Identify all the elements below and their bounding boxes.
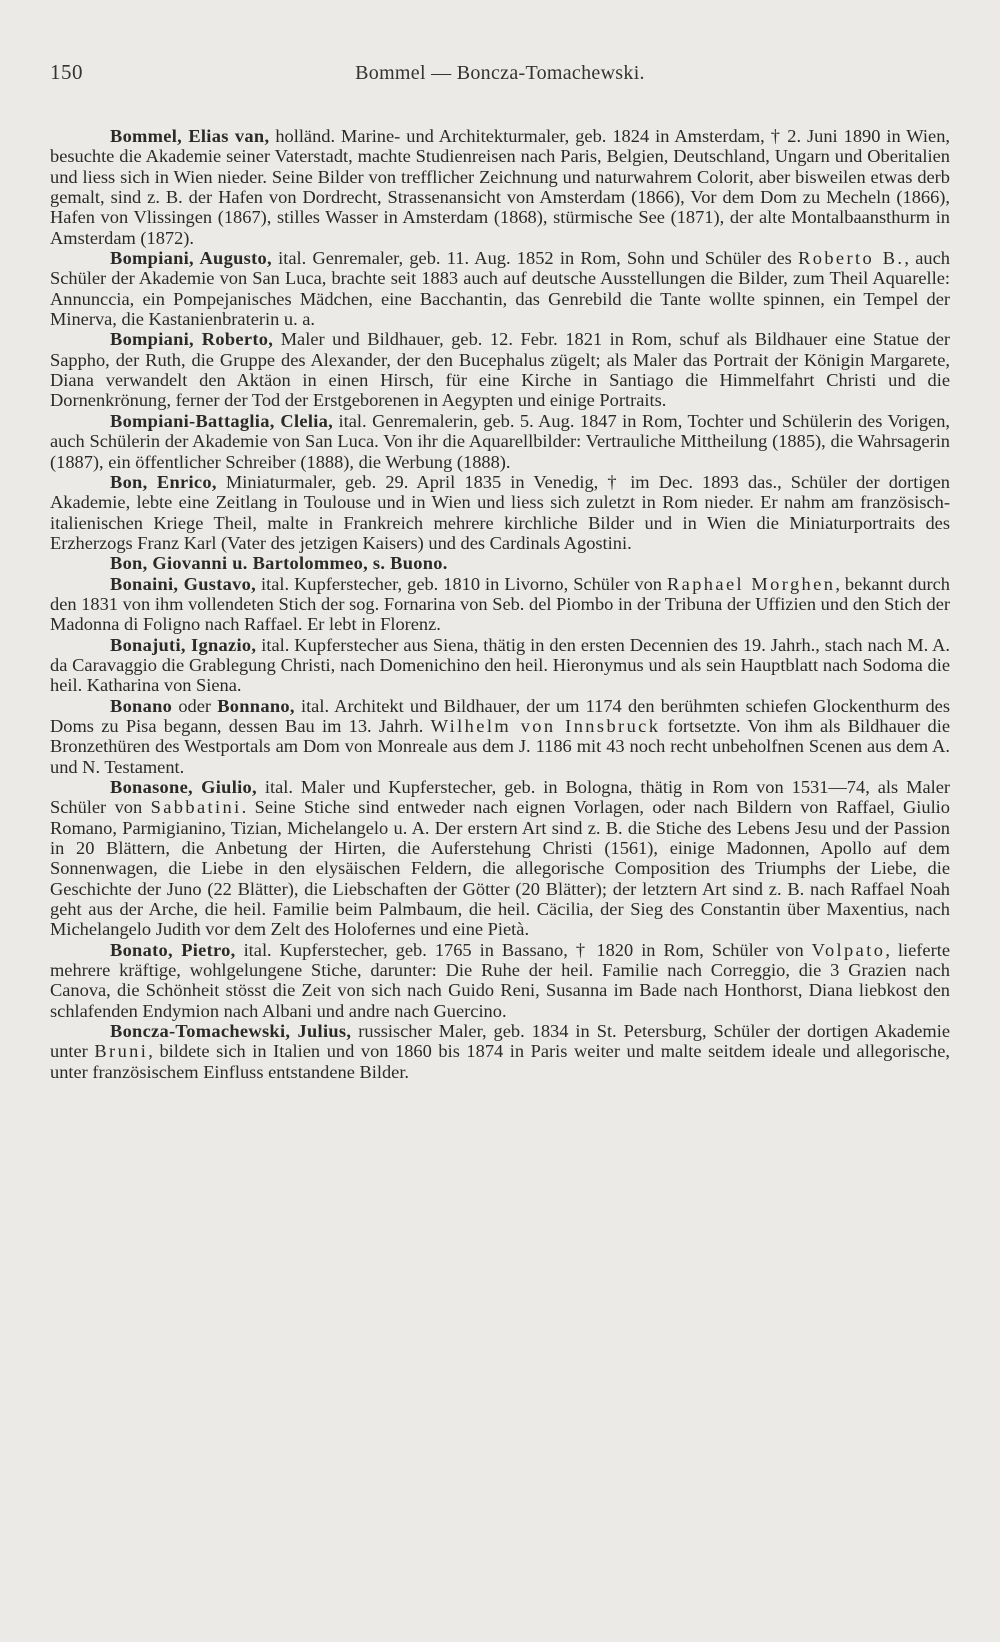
entry-text: ital. Genremalerin, geb. 5. Aug. 1847 in Rom, Tochter und Schülerin des Vorigen, auch Schülerin der Akademie von San Luca. Von ihr die Aquarellbilder: Vertrauliche Mittheilung (1885), die Wahrsagerin (1887), ein öffentlicher Schreiber (1888), die Werbung (1888).	[50, 410, 950, 472]
entry-spaced-name: Raphael Morghen	[666, 573, 836, 594]
entry-boncza-tomachewski	[50, 1021, 950, 1082]
entry-headword: Bompiani-Battaglia, Clelia,	[110, 410, 334, 431]
entry-spaced-name: Roberto B.	[798, 248, 905, 269]
entry-bonaini	[50, 574, 950, 635]
entry-spaced-name: Bruni	[94, 1041, 149, 1062]
entry-headword: Bommel, Elias van,	[110, 126, 270, 146]
entry-bon-enrico	[50, 472, 950, 553]
entry-text: ital. Kupferstecher, geb. 1810 in Livorno, Schüler von	[256, 573, 667, 594]
entry-text: ital. Genremaler, geb. 11. Aug. 1852 in Rom, Sohn und Schüler des	[271, 248, 799, 269]
entry-text: Miniaturmaler, geb. 29. April 1835 in Venedig, † im Dec. 1893 das., Schüler der dortigen Akademie, lebte eine Zeitlang in Toulouse und in Wien und liess sich zuletzt in Rom nieder. Er nahm am französisch-italienischen Kriege Theil, malte in Frankreich mehrere kirchliche Bilder und in Wien die Miniaturportraits des Erzherzogs Franz Karl (Vater des jetzigen Kaisers) und des Cardinals Agostini.	[50, 471, 950, 553]
entry-bon-giovanni	[50, 553, 950, 573]
entry-text: holländ. Marine- und Architekturmaler, geb. 1824 in Amsterdam, † 2. Juni 1890 in Wien, besuchte die Akademie seiner Vaterstadt, machte Studienreisen nach Paris, Belgien, Deutschland, Ungarn und Oberitalien und liess sich in Wien nieder. Seine Bilder von trefflicher Zeichnung und naturwahrem Colorit, aber bisweilen etwas derb gemalt, sind z. B. der Hafen von Dordrecht, Strassenansicht von Amsterdam (1866), Vor dem Dom zu Mecheln (1866), Hafen von Vlissingen (1867), stilles Wasser in Amsterdam (1868), stürmische See (1871), der alte Montalbaansthurm in Amsterdam (1872).	[50, 126, 950, 248]
entry-headword: Bonajuti, Ignazio,	[110, 634, 257, 655]
entry-bompiani-augusto	[50, 248, 950, 329]
entry-headword-variant: Bonnano,	[217, 695, 295, 716]
entry-bonajuti	[50, 635, 950, 696]
entry-headword: Bonasone, Giulio,	[110, 777, 257, 797]
entry-text: ital. Architekt und Bildhauer, der um 1174 den berühmten schiefen Glockenthurm des Doms zu Pisa begann, dessen Bau im 13. Jahrh.	[50, 695, 950, 736]
entry-headword: Bompiani, Roberto,	[110, 329, 274, 350]
entry-spaced-name: Volpato	[811, 939, 886, 960]
entry-headword: Bonato, Pietro,	[110, 939, 236, 960]
entry-text-continued: , lieferte mehrere kräftige, wohlgelungene Stiche, darunter: Die Ruhe der heil. Familie nach Correggio, die 3 Grazien nach Canova, die Schönheit stösst die Zeit von sich nach Guido Reni, Susanna im Bade nach Honthorst, Diana liebkost den schlafenden Endymion nach Albani und andre nach Guercino.	[50, 939, 950, 1021]
entry-headword: Bompiani, Augusto,	[110, 248, 272, 269]
entry-bonano	[50, 696, 950, 777]
entry-headword: Bonaini, Gustavo,	[110, 573, 257, 594]
entry-text-continued: , bekannt durch den 1831 von ihm vollendeten Stich der sog. Fornarina von Seb. del Piombo in der Tribuna der Uffizien und den Stich der Madonna di Foligno nach Raffael. Er lebt in Florenz.	[50, 573, 950, 635]
running-head: Bommel — Boncza-Tomachewski.	[355, 62, 645, 84]
entry-text: Maler und Bildhauer, geb. 12. Febr. 1821 in Rom, schuf als Bildhauer eine Statue der Sappho, der Ruth, die Gruppe des Alexander, der den Bucephalus zügelt; als Maler das Portrait der Königin Margarete, Diana verwandelt den Aktäon in einen Hirsch, für eine Kirche in Santiago die Himmelfahrt Christi und die Dornenkrönung, ferner der Tod der Erstgeborenen in Aegypten und einige Portraits.	[50, 329, 950, 411]
page-number: 150	[50, 60, 83, 84]
entry-headword: Bonano	[110, 695, 173, 716]
entry-text: russischer Maler, geb. 1834 in St. Petersburg, Schüler der dortigen Akademie unter	[50, 1021, 950, 1062]
dictionary-entries	[50, 126, 950, 1082]
entry-text: oder	[172, 695, 218, 716]
entry-bonato	[50, 940, 950, 1021]
entry-headword: Bon, Giovanni u. Bartolommeo, s. Buono.	[110, 553, 448, 574]
page-header	[50, 60, 950, 96]
entry-spaced-name: Wilhelm von Innsbruck	[430, 715, 661, 736]
entry-text: ital. Kupferstecher, geb. 1765 in Bassano, † 1820 in Rom, Schüler von	[235, 939, 812, 960]
entry-text: ital. Maler und Kupferstecher, geb. in Bologna, thätig in Rom von 1531—74, als Maler Schüler von	[50, 777, 951, 818]
entry-text-continued: , auch Schüler der Akademie von San Luca, brachte seit 1883 auch auf deutsche Ausstellungen die Bilder, zum Theil Aquarelle: Annunccia, ein Pompejanisches Mädchen, eine Bacchantin, das Genrebild die Tante wollte spinnen, ein Tempel der Minerva, die Kastanienbraterin u. a.	[50, 248, 950, 330]
entry-text-continued: . Seine Stiche sind entweder nach eignen Vorlagen, oder nach Bildern von Raffael, Giulio Romano, Parmigianino, Tizian, Michelangelo u. A. Der erstern Art sind z. B. die Stiche des Lebens Jesu und der Passion in 20 Blättern, die Anbetung der Hirten, die Auferstehung Christi (1561), einige Madonnen, Apollo auf dem Sonnenwagen, die Liebe in den elysäischen Feldern, die allegorische Composition des Triumphs der Liebe, die Geschichte der Juno (22 Blätter), die Liebschaften der Götter (20 Blätter); der letztern Art sind z. B. nach Raffael Noah geht aus der Arche, die heil. Familie beim Palmbaum, die heil. Cäcilia, der Sieg des Constantin über Maxentius, nach Michelangelo Judith vor dem Zelt des Holofernes und eine Pietà.	[50, 797, 950, 940]
entry-text-continued: fortsetzte. Von ihm als Bildhauer die Bronzethüren des Westportals am Dom von Monreale aus dem J. 1186 mit 43 noch recht unbeholfnen Scenen aus dem A. und N. Testament.	[50, 715, 950, 777]
entry-spaced-name: Sabbatini	[150, 797, 242, 818]
entry-bommel	[50, 126, 950, 248]
entry-bompiani-roberto	[50, 329, 950, 410]
entry-headword: Bon, Enrico,	[110, 471, 217, 492]
entry-text: ital. Kupferstecher aus Siena, thätig in den ersten Decennien des 19. Jahrh., stach nach M. A. da Caravaggio die Grablegung Christi, nach Domenichino den heil. Hieronymus und als sein Hauptblatt nach Sodoma die heil. Katharina von Siena.	[50, 634, 950, 696]
entry-text-continued: , bildete sich in Italien und von 1860 bis 1874 in Paris weiter und malte seitdem ideale und allegorische, unter französischem Einfluss entstandene Bilder.	[50, 1041, 950, 1082]
entry-bonasone	[50, 777, 950, 940]
entry-headword: Boncza-Tomachewski, Julius,	[110, 1021, 352, 1042]
entry-bompiani-battaglia	[50, 411, 950, 472]
